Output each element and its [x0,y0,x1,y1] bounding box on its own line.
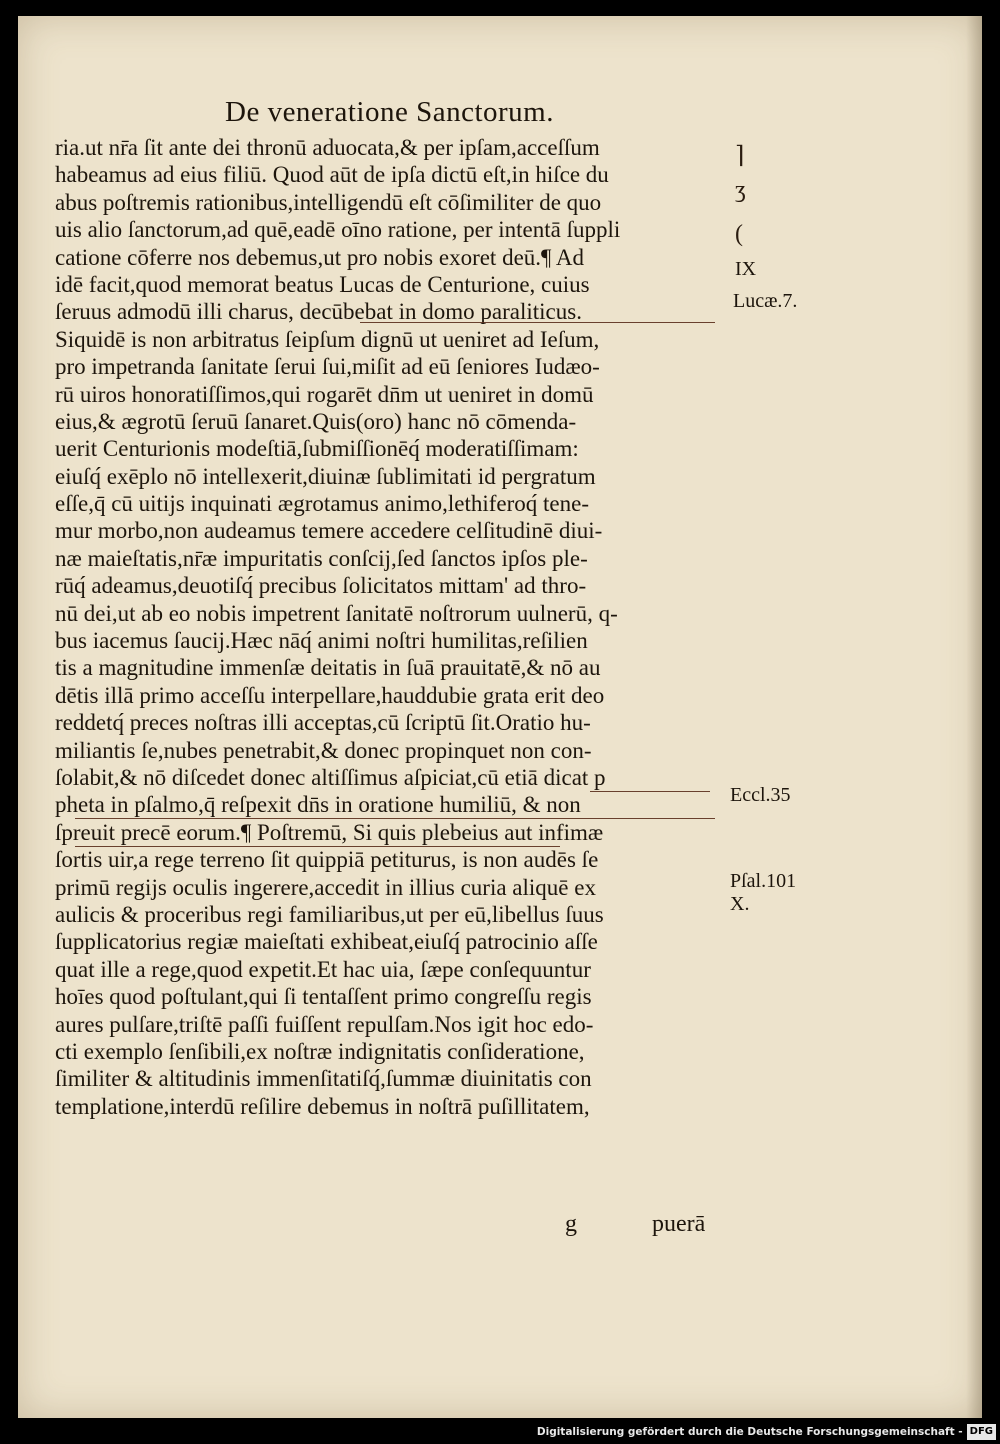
text-line: eiuſq́ exēplo nō intellexerit,diuinæ ſublimitati id pergratum [55,463,596,489]
text-line: aulicis & proceribus regi familiaribus,ut per eū,libellus ſuus [55,901,604,927]
text-line: catione cōferre nos debemus,ut pro nobis exoret deū.¶ Ad [55,244,585,270]
margin-ref-psalm-cont: X. [730,893,750,915]
text-line: ſupplicatorius regiæ maieſtati exhibeat,eiuſq́ patrocinio aſſe [55,929,598,955]
text-line: dētis illā primo acceſſu interpellare,hauddubie grata erit deo [55,682,605,708]
text-line: pro impetranda ſanitate ſerui ſui,miſit ad eū ſeniores Iudæo- [55,354,600,380]
text-line: tis a magnitudine immenſæ deitatis in ſuā prauitatē,& nō au [55,655,601,681]
handwritten-underline [75,818,715,819]
dfg-logo: DFG [967,1424,996,1440]
text-line: habeamus ad eius filiū. Quod aūt de ipſa dictū eſt,in hiſce du [55,162,609,188]
margin-bracket-mark: ʒ [735,177,746,203]
signature-mark: g [565,1211,577,1237]
text-line: næ maieſtatis,nr̄æ impuritatis conſcij,ſed ſanctos ipſos ple- [55,545,588,571]
handwritten-underline [75,846,560,847]
text-line: reddetq́ preces noſtras illi acceptas,cū ſcriptū ſit.Oratio hu- [55,710,591,736]
text-line: nū dei,ut ab eo nobis impetrent ſanitatē noſtrorum uulnerū, q- [55,600,618,626]
text-line: ſolabit,& nō diſcedet donec altiſſimus aſpiciat,cū etiā dicat p [55,764,606,790]
text-line: eſſe,q̄ cū uitijs inquinati ægrotamus animo,lethiferoq́ tene- [55,491,589,517]
text-line: aures pulſare,triſtē paſſi fuiſſent repulſam.Nos igit hoc edo- [55,1011,594,1037]
main-text-block [55,134,735,1120]
catchword: puerā [652,1211,706,1237]
text-line: pheta in pſalmo,q̄ reſpexit dn̄s in oratione humiliū, & non [55,792,581,818]
page-edge-shadow [966,16,982,1418]
margin-ref-ecclesiasticus: Eccl.35 [730,784,791,806]
text-line: mur morbo,non audeamus temere accedere celſitudinē diui- [55,518,603,544]
text-line: rūq́ adeamus,deuotiſq́ precibus ſolicitatos mittam' ad thro- [55,573,587,599]
text-line: miliantis ſe,nubes penetrabit,& donec propinquet non con- [55,737,592,763]
handwritten-underline [360,322,715,323]
text-line: quat ille a rege,quod expetit.Et hac uia, ſæpe conſequuntur [55,956,591,982]
text-line: Siquidē is non arbitratus ſeipſum dignū ut ueniret ad Ieſum, [55,326,600,352]
text-line: ſpreuit precē eorum.¶ Poſtremū, Si quis plebeius aut infimæ [55,819,604,845]
margin-ref-luke: Lucæ.7. [733,290,798,312]
text-line: idē facit,quod memorat beatus Lucas de Centurione, cuius [55,271,590,297]
running-head: De veneratione Sanctorum. [225,96,554,128]
text-line: ſortis uir,a rege terreno ſit quippiā petiturus, is non audēs ſe [55,847,599,873]
text-line: abus poſtremis rationibus,intelligendū eſt cōſimiliter de quo [55,189,602,215]
text-line: eius,& ægrotū ſeruū ſanaret.Quis(oro) hanc nō cōmenda- [55,408,577,434]
text-line: primū regijs oculis ingerere,accedit in illius curia aliquē ex [55,874,596,900]
margin-ref-psalm: Pſal.101 [730,870,797,892]
text-line: hoīes quod poſtulant,qui ſi tentaſſent primo congreſſu regis [55,984,592,1010]
digitization-footer [537,1422,996,1442]
text-line: ſeruus admodū illi charus, decūbebat in domo paraliticus. [55,299,582,325]
funding-credit-text: Digitalisierung gefördert durch die Deutsche Forschungsgemeinschaft - [536,1426,963,1438]
text-line: uerit Centurionis modeſtiā,ſubmiſſionēq́ moderatiſſimam: [55,436,579,462]
text-line: templatione,interdū reſilire debemus in noſtrā puſillitatem, [55,1093,590,1119]
text-line: bus iacemus ſaucij.Hæc nāq́ animi noſtri humilitas,reſilien [55,628,588,654]
text-line: rū uiros honoratiſſimos,qui rogarēt dn̄m ut ueniret in domū [55,381,594,407]
text-line: ſimiliter & altitudinis immenſitatiſq́,ſummæ diuinitatis con [55,1066,592,1092]
text-line: ria.ut nr̄a ſit ante dei thronū aduocata,& per ipſam,acceſſum [55,135,600,160]
margin-bracket-mark: ( [735,221,743,247]
margin-bracket-mark: ⌉ [735,143,745,169]
text-line: uis alio ſanctorum,ad quē,eadē oīno ratione, per intentā ſuppli [55,217,621,243]
handwritten-underline [590,791,710,792]
text-line: cti exemplo ſenſibili,ex noſtræ indignitatis conſideratione, [55,1038,585,1064]
margin-section-number: IX [735,258,757,280]
